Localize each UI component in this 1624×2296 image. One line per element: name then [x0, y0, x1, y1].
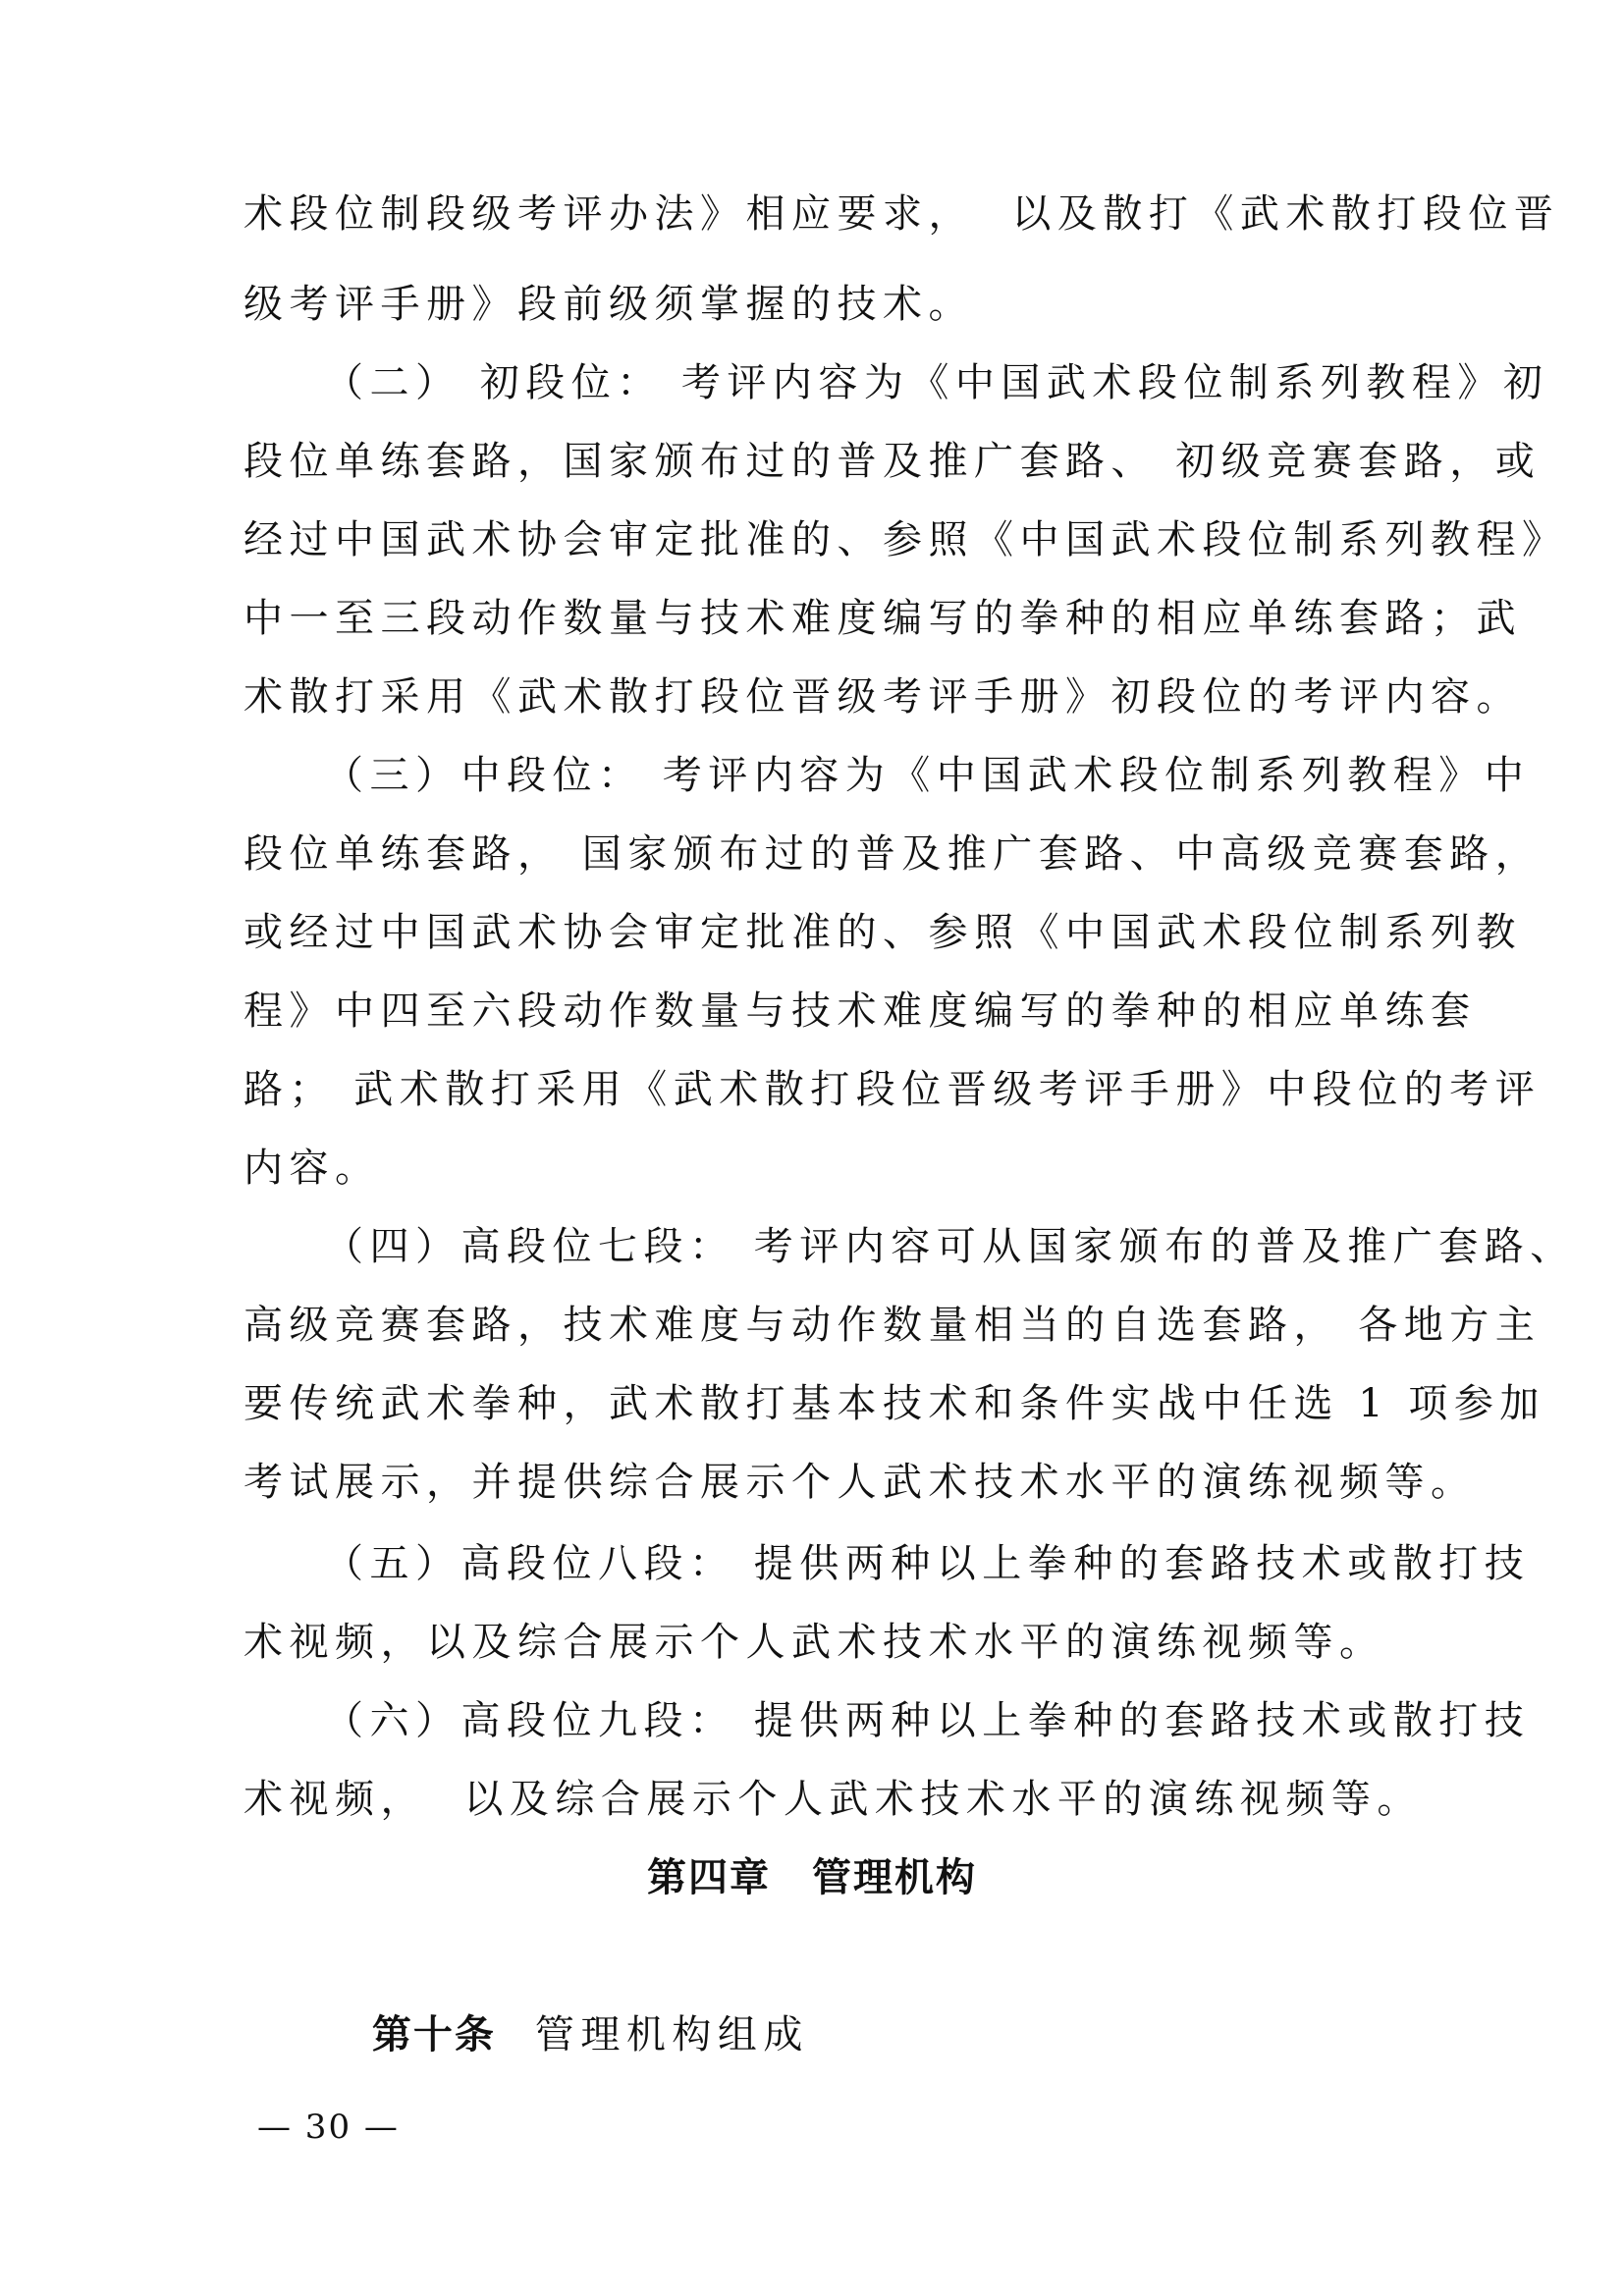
- body-line: 经过中国武术协会审定批准的、参照《中国武术段位制系列教程》: [244, 517, 1568, 562]
- body-line: 术视频， 以及综合展示个人武术技术水平的演练视频等。: [244, 1777, 1423, 1822]
- body-line: 段位单练套路，国家颁布过的普及推广套路、 初级竞赛套路，或: [244, 439, 1542, 484]
- body-line: 要传统武术拳种，武术散打基本技术和条件实战中任选 1 项参加: [244, 1381, 1545, 1426]
- page-number: — 30 —: [257, 2108, 400, 2147]
- chapter-heading: 第四章 管理机构: [647, 1855, 977, 1900]
- paragraph-start-line: （三）中段位： 考评内容为《中国武术段位制系列教程》中: [324, 753, 1531, 798]
- body-line: 高级竞赛套路，技术难度与动作数量相当的自选套路， 各地方主: [244, 1303, 1542, 1348]
- body-line: 术视频，以及综合展示个人武术技术水平的演练视频等。: [244, 1620, 1385, 1665]
- body-line: 考试展示，并提供综合展示个人武术技术水平的演练视频等。: [244, 1460, 1477, 1505]
- paragraph-start-line: （二） 初段位： 考评内容为《中国武术段位制系列教程》初: [324, 360, 1549, 405]
- body-line: 或经过中国武术协会审定批准的、参照《中国武术段位制系列教: [244, 910, 1522, 955]
- body-line: 术段位制段级考评办法》相应要求， 以及散打《武术散打段位晋: [244, 191, 1560, 237]
- article-title: 管理机构组成: [534, 2012, 809, 2057]
- body-line: 路； 武术散打采用《武术散打段位晋级考评手册》中段位的考评: [244, 1067, 1542, 1112]
- body-line: 级考评手册》段前级须掌握的技术。: [244, 282, 974, 327]
- body-line: 中一至三段动作数量与技术难度编写的拳种的相应单练套路；武: [244, 596, 1522, 641]
- paragraph-start-line: （四）高段位七段： 考评内容可从国家颁布的普及推广套路、: [324, 1224, 1576, 1269]
- body-line: 术散打采用《武术散打段位晋级考评手册》初段位的考评内容。: [244, 674, 1522, 720]
- paragraph-start-line: （五）高段位八段： 提供两种以上拳种的套路技术或散打技: [324, 1541, 1531, 1586]
- article-number: 第十条: [371, 2012, 496, 2057]
- body-line: 程》中四至六段动作数量与技术难度编写的拳种的相应单练套: [244, 988, 1477, 1034]
- body-line: 内容。: [244, 1146, 381, 1191]
- body-line: 段位单练套路， 国家颁布过的普及推广套路、中高级竞赛套路，: [244, 831, 1542, 877]
- paragraph-start-line: （六）高段位九段： 提供两种以上拳种的套路技术或散打技: [324, 1698, 1531, 1743]
